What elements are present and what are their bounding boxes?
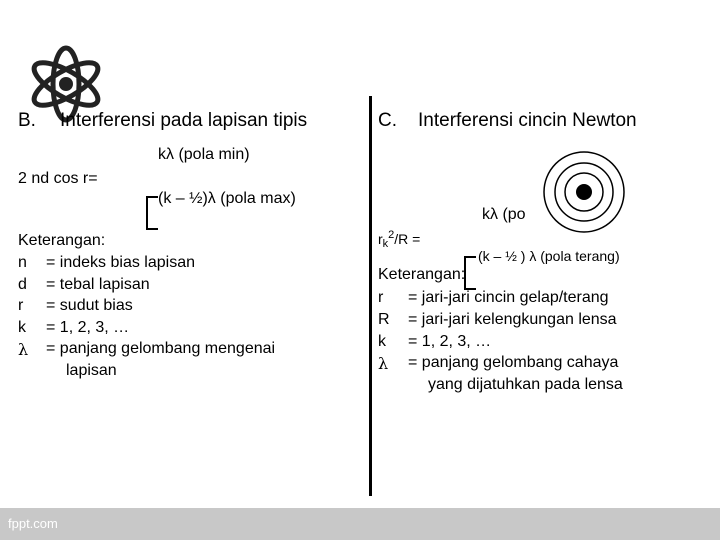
formula-case-min: kλ (pola min) [158,146,250,163]
legend-description: = panjang gelombang cahaya [408,354,619,371]
footer-bar [0,508,720,540]
legend-symbol: r [378,289,384,306]
formula-lhs: $r_k^2/R$ = [378,229,421,250]
section-c-title: Interferensi cincin Newton [418,110,637,131]
legend-description: = jari-jari cincin gelap/terang [408,289,609,306]
legend-description: = indeks bias lapisan [46,254,195,271]
formula-case-dark: kλ (po [482,206,526,223]
legend-description: = panjang gelombang mengenai [46,340,276,357]
legend-symbol: d [18,276,27,293]
legend-symbol: n [18,254,27,271]
legend-symbol: r [18,297,24,314]
section-b-title: Interferensi pada lapisan tipis [60,110,308,131]
formula-case-max: (k – ½)λ (pola max) [158,190,296,207]
column-divider [369,96,372,496]
legend-title: Keterangan: [18,232,106,249]
legend-description: = 1, 2, 3, … [408,333,492,350]
legend-title: Keterangan: [378,266,466,283]
formula-lhs: 2 nd cos r= [18,170,98,187]
legend-description: = jari-jari kelengkungan lensa [408,311,617,328]
legend-symbol: k [18,319,26,336]
newton-rings-diagram [528,150,640,234]
formula-case-bright: (k – ½ ) λ (pola terang) [478,248,620,264]
legend-symbol: R [378,311,390,328]
legend-continuation: yang dijatuhkan pada lensa [428,376,623,393]
legend-symbol: λ [18,340,29,359]
legend-symbol: λ [378,354,389,373]
legend-description: = tebal lapisan [46,276,150,293]
footer-brand: fppt.com [8,516,58,531]
formula-brace [146,196,148,230]
legend-description: = 1, 2, 3, … [46,319,130,336]
section-c-letter: C. [378,110,397,131]
section-b-letter: B. [18,110,36,131]
legend-description: = sudut bias [46,297,133,314]
legend-symbol: k [378,333,386,350]
legend-continuation: lapisan [66,362,117,379]
